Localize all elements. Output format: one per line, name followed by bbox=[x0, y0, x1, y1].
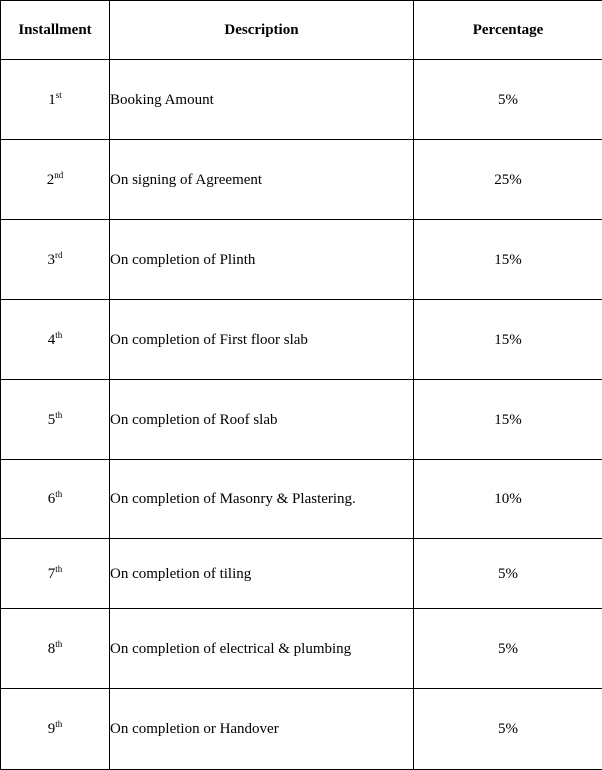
ordinal-suffix: th bbox=[55, 489, 62, 499]
header-description: Description bbox=[110, 1, 414, 60]
installment-cell bbox=[1, 220, 110, 300]
installment-number: 4 bbox=[48, 332, 56, 348]
header-percentage: Percentage bbox=[414, 1, 602, 60]
installment-cell bbox=[1, 609, 110, 689]
description-cell: On signing of Agreement bbox=[110, 140, 414, 220]
percentage-cell: 5% bbox=[414, 60, 602, 140]
installment-number: 2 bbox=[47, 172, 55, 188]
installment-cell bbox=[1, 300, 110, 380]
description-cell: On completion of electrical & plumbing bbox=[110, 609, 414, 689]
description-cell: On completion of Roof slab bbox=[110, 380, 414, 460]
installment-cell bbox=[1, 539, 110, 609]
table-row bbox=[1, 609, 602, 689]
installment-number: 3 bbox=[48, 252, 56, 268]
installment-cell bbox=[1, 460, 110, 539]
installment-number: 8 bbox=[48, 641, 56, 657]
installment-cell bbox=[1, 140, 110, 220]
installment-number: 6 bbox=[48, 491, 56, 507]
installment-cell bbox=[1, 689, 110, 770]
percentage-cell: 5% bbox=[414, 539, 602, 609]
ordinal-suffix: th bbox=[55, 330, 62, 340]
description-cell: On completion of Plinth bbox=[110, 220, 414, 300]
table-header-row bbox=[1, 1, 602, 60]
installment-number: 5 bbox=[48, 412, 56, 428]
percentage-cell: 25% bbox=[414, 140, 602, 220]
description-cell: On completion of tiling bbox=[110, 539, 414, 609]
installment-number: 1 bbox=[48, 92, 56, 108]
ordinal-suffix: st bbox=[56, 90, 62, 100]
ordinal-suffix: th bbox=[55, 719, 62, 729]
percentage-cell: 10% bbox=[414, 460, 602, 539]
percentage-cell: 15% bbox=[414, 300, 602, 380]
table-row bbox=[1, 300, 602, 380]
table-row bbox=[1, 539, 602, 609]
ordinal-suffix: th bbox=[55, 410, 62, 420]
installment-number: 7 bbox=[48, 566, 56, 582]
percentage-cell: 5% bbox=[414, 609, 602, 689]
percentage-cell: 5% bbox=[414, 689, 602, 770]
table-row bbox=[1, 140, 602, 220]
ordinal-suffix: nd bbox=[54, 170, 63, 180]
description-cell: On completion or Handover bbox=[110, 689, 414, 770]
table-row bbox=[1, 460, 602, 539]
ordinal-suffix: th bbox=[55, 639, 62, 649]
ordinal-suffix: th bbox=[55, 564, 62, 574]
installment-number: 9 bbox=[48, 721, 56, 737]
installment-cell bbox=[1, 380, 110, 460]
ordinal-suffix: rd bbox=[55, 250, 63, 260]
installment-cell bbox=[1, 60, 110, 140]
table-row bbox=[1, 60, 602, 140]
description-cell: Booking Amount bbox=[110, 60, 414, 140]
header-installment: Installment bbox=[1, 1, 110, 60]
description-cell: On completion of Masonry & Plastering. bbox=[110, 460, 414, 539]
table-row bbox=[1, 220, 602, 300]
percentage-cell: 15% bbox=[414, 380, 602, 460]
description-cell: On completion of First floor slab bbox=[110, 300, 414, 380]
table-row bbox=[1, 689, 602, 770]
table-row bbox=[1, 380, 602, 460]
percentage-cell: 15% bbox=[414, 220, 602, 300]
